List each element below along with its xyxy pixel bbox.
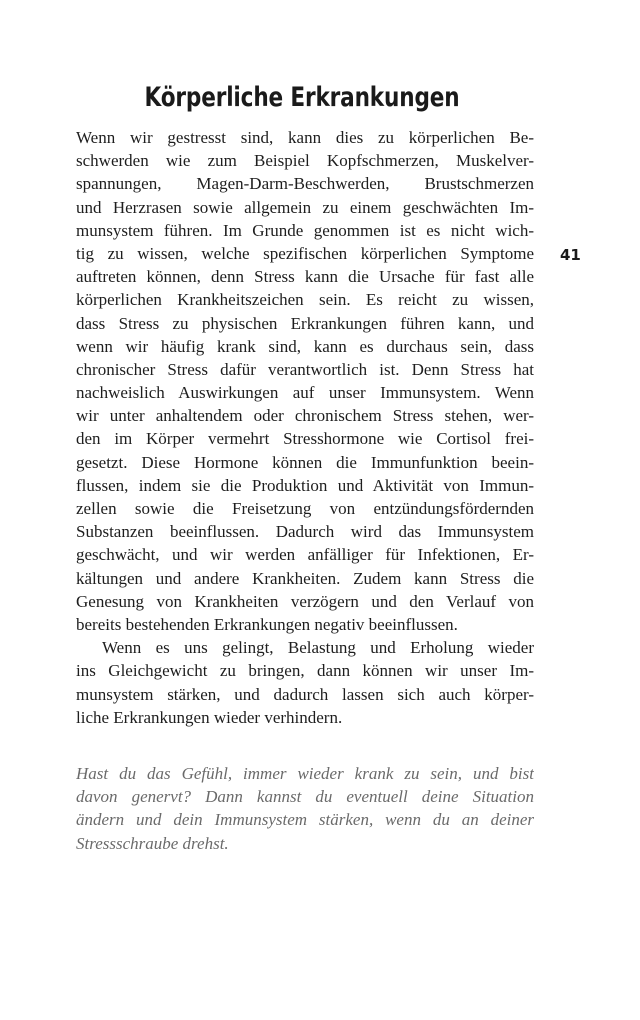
text-line: den im Körper vermehrt Stresshormone wie Cortisol frei-: [76, 429, 534, 449]
quote-line: ändern und dein Immunsystem stärken, wenn du an deiner: [76, 810, 534, 830]
text-line: Substanzen beeinflussen. Dadurch wird das Immunsystem: [76, 522, 534, 542]
text-line: dass Stress zu physischen Erkrankungen führen kann, und: [76, 313, 534, 333]
highlighted-quote: [76, 762, 534, 855]
text-line: Genesung von Krankheiten verzögern und den Verlauf von: [76, 591, 534, 611]
text-line: flussen, indem sie die Produktion und Aktivität von Immun-: [76, 475, 534, 495]
text-line: munsystem führen. Im Grunde genommen ist es nicht wich-: [76, 220, 534, 240]
body-text: [76, 126, 534, 729]
text-line: wenn wir häufig krank sind, kann es durchaus sein, dass: [76, 336, 534, 356]
text-line: munsystem stärken, und dadurch lassen sich auch körper-: [76, 684, 534, 704]
text-line: körperlichen Krankheitszeichen sein. Es reicht zu wissen,: [76, 290, 534, 310]
quote-line: Stressschraube drehst.: [76, 833, 229, 853]
paragraph-2: [76, 636, 534, 729]
text-line: Wenn es uns gelingt, Belastung und Erholung wieder: [102, 638, 534, 658]
text-line: schwerden wie zum Beispiel Kopfschmerzen, Muskelver-: [76, 151, 534, 171]
text-line: geschwächt, und wir werden anfälliger für Infektionen, Er-: [76, 545, 534, 565]
text-line: spannungen, Magen-Darm-Beschwerden, Brustschmerzen: [76, 174, 534, 194]
text-line: nachweislich Auswirkungen auf unser Immunsystem. Wenn: [76, 383, 534, 403]
paragraph-1: [76, 126, 534, 636]
text-line: gesetzt. Diese Hormone können die Immunfunktion beein-: [76, 452, 534, 472]
text-line: liche Erkrankungen wieder verhindern.: [76, 707, 343, 727]
text-line: chronischer Stress dafür verantwortlich ist. Denn Stress hat: [76, 359, 534, 379]
text-line: auftreten können, denn Stress kann die Ursache für fast alle: [76, 267, 534, 287]
text-line: ins Gleichgewicht zu bringen, dann können wir unser Im-: [76, 661, 534, 681]
quote-line: davon genervt? Dann kannst du eventuell deine Situation: [76, 787, 534, 807]
text-line: Wenn wir gestresst sind, kann dies zu körperlichen Be-: [76, 128, 534, 147]
text-line: zellen sowie die Freisetzung von entzündungsfördernden: [76, 499, 534, 518]
page-title: Körperliche Erkrankungen: [144, 82, 460, 113]
quote-line: Hast du das Gefühl, immer wieder krank zu sein, und bist: [76, 764, 534, 783]
text-line: tig zu wissen, welche spezifischen körperlichen Symptome: [76, 243, 534, 263]
page-number: 41: [560, 246, 581, 264]
text-line: bereits bestehenden Erkrankungen negativ beeinflussen.: [76, 614, 458, 634]
text-line: und Herzrasen sowie allgemein zu einem geschwächten Im-: [76, 197, 534, 217]
text-line: wir unter anhaltendem oder chronischem Stress stehen, wer-: [76, 406, 534, 426]
text-line: kältungen und andere Krankheiten. Zudem kann Stress die: [76, 568, 534, 588]
